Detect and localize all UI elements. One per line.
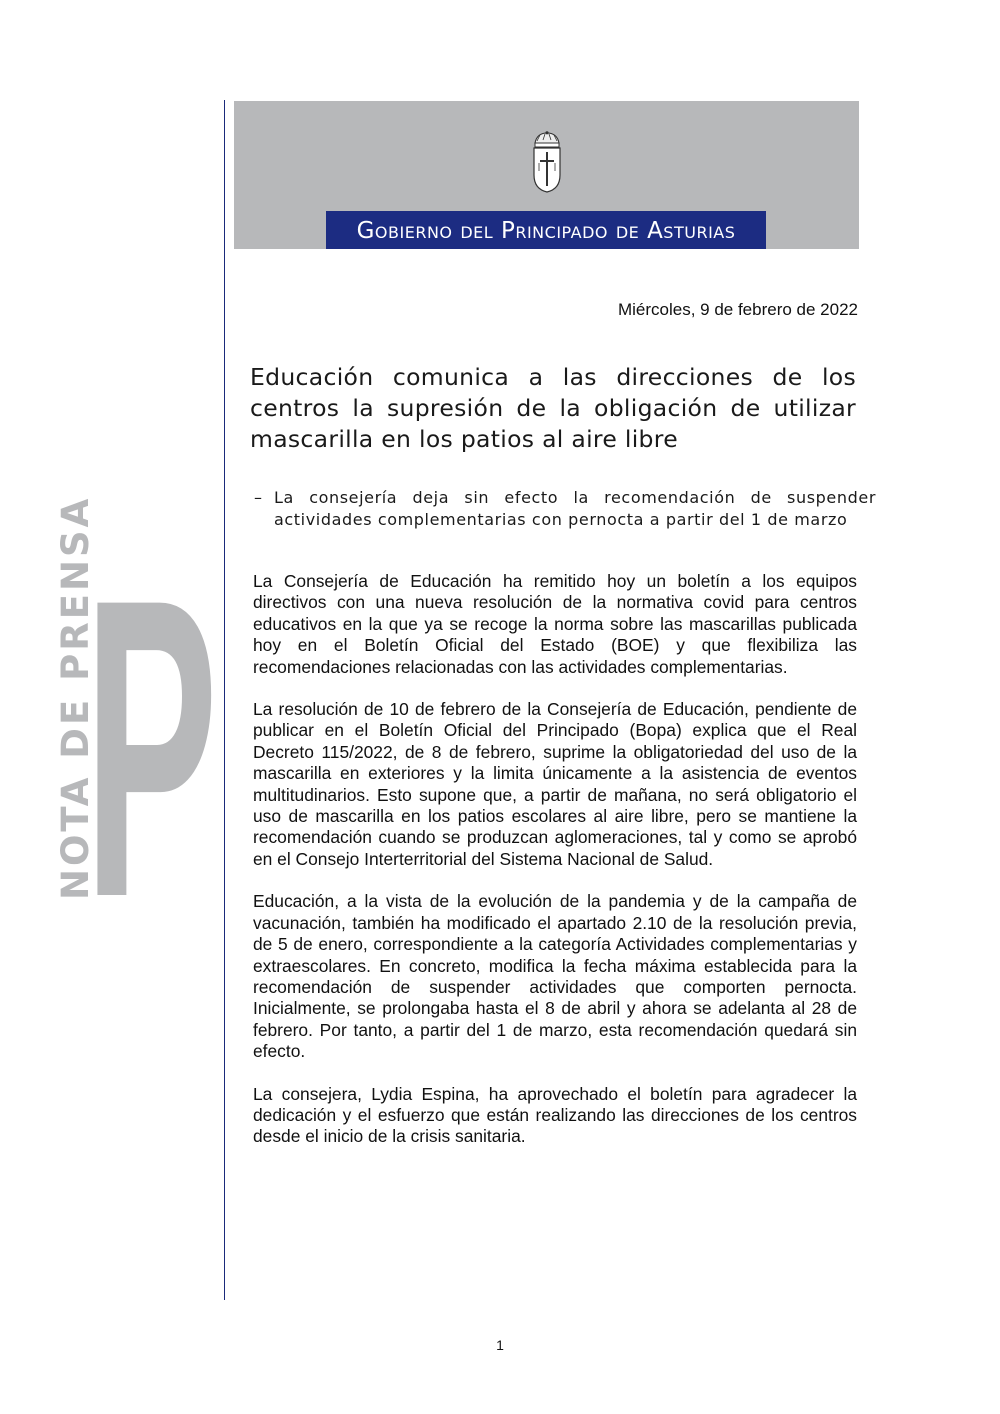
body-paragraph: La consejera, Lydia Espina, ha aprovechado el boletín para agradecer la dedicación y el esfuerzo que están realizando las direcciones de los centros desde el inicio de la crisis sanitaria. bbox=[253, 1083, 857, 1147]
letterhead-band bbox=[234, 101, 859, 249]
nota-de-prensa-label: NOTA DE PRENSA bbox=[54, 495, 97, 900]
subheadline-bullet: – bbox=[254, 488, 263, 507]
subheadline-text: La consejería deja sin efecto la recomendación de suspender actividades complementarias con pernocta a partir del 1 de marzo bbox=[274, 488, 876, 529]
p-letter: P bbox=[84, 511, 218, 986]
nota-de-prensa-mark bbox=[40, 495, 220, 986]
organization-name: Gobierno del Principado de Asturias bbox=[326, 211, 766, 249]
body-paragraph: Educación, a la vista de la evolución de la pandemia y de la campaña de vacunación, también ha modificado el apartado 2.10 de la resolución previa, de 5 de enero, correspondiente a la categoría Actividades complementarias y extraescolares. En concreto, modifica la fecha máxima establecida para la recomendación de suspender actividades que comporten pernocta. Inicialmente, se prolongaba hasta el 8 de abril y ahora se adelanta al 28 de febrero. Por tanto, a partir del 1 de marzo, esta recomendación quedará sin efecto. bbox=[253, 891, 857, 1062]
headline: Educación comunica a las direcciones de los centros la supresión de la obligación de utilizar mascarilla en los patios al aire libre bbox=[250, 363, 856, 453]
article-body bbox=[253, 571, 857, 1169]
subheadline bbox=[254, 487, 876, 531]
press-date: Miércoles, 9 de febrero de 2022 bbox=[617, 300, 858, 319]
body-paragraph: La Consejería de Educación ha remitido hoy un boletín a los equipos directivos con una nueva resolución de la normativa covid para centros educativos en la que ya se recoge la norma sobre las mascarillas publicada hoy en el Boletín Oficial del Estado (BOE) y que flexibiliza las recomendaciones relacionadas con las actividades complementarias. bbox=[253, 571, 857, 677]
margin-rule bbox=[224, 100, 225, 1300]
body-paragraph: La resolución de 10 de febrero de la Consejería de Educación, pendiente de publicar en el Boletín Oficial del Principado (Bopa) explica que el Real Decreto 115/2022, de 8 de febrero, suprime la obligatoriedad del uso de la mascarilla en exteriores y la limita únicamente a la asistencia de eventos multitudinarios. Esto supone que, a partir de mañana, no será obligatorio el uso de mascarilla en los patios escolares al aire libre, pero se mantiene la recomendación cuando se produzcan aglomeraciones, tal y como se aprobó en el Consejo Interterritorial del Sistema Nacional de Salud. bbox=[253, 699, 857, 869]
page-number: 1 bbox=[496, 1337, 504, 1353]
asturias-crest-icon bbox=[531, 131, 563, 193]
